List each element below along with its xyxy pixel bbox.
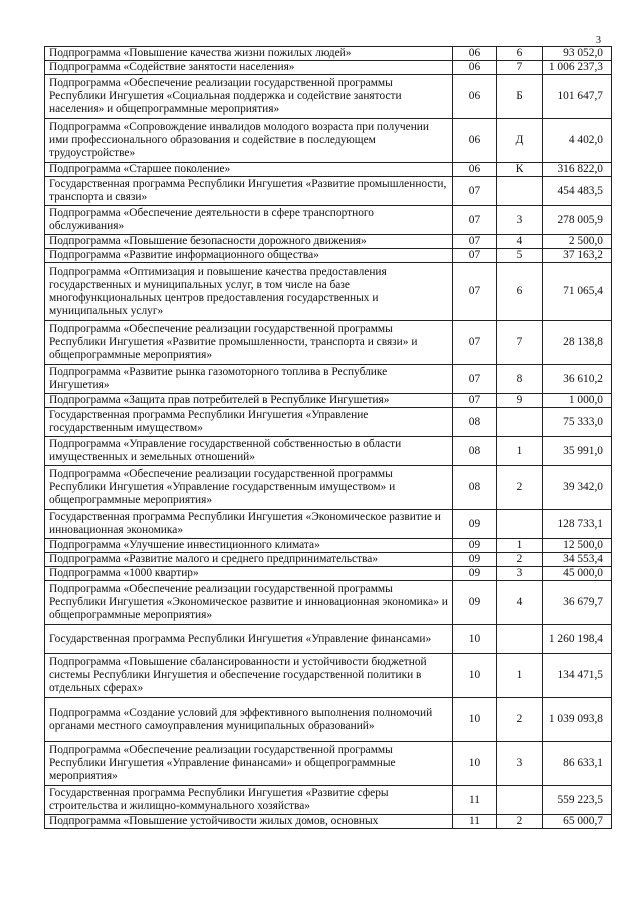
subprogram-code-cell: К <box>497 163 543 177</box>
program-name-cell: Подпрограмма «Повышение качества жизни пожилых людей» <box>45 47 453 61</box>
program-name-cell: Государственная программа Республики Ингушетия «Развитие сферы строительства и жилищно-коммунального хозяйства» <box>45 786 453 815</box>
program-code-cell: 10 <box>453 698 497 742</box>
amount-cell: 134 471,5 <box>543 654 612 698</box>
table-row <box>45 786 612 815</box>
amount-cell: 1 006 237,3 <box>543 61 612 75</box>
amount-cell: 93 052,0 <box>543 47 612 61</box>
subprogram-code-cell <box>497 786 543 815</box>
amount-cell: 28 138,8 <box>543 321 612 365</box>
table-row <box>45 408 612 437</box>
program-name-cell: Подпрограмма «Управление государственной собственностью в области имущественных и земельных отношений» <box>45 437 453 466</box>
program-code-cell: 08 <box>453 437 497 466</box>
table-row <box>45 47 612 61</box>
table-row <box>45 394 612 408</box>
table-row <box>45 567 612 581</box>
amount-cell: 1 260 198,4 <box>543 625 612 654</box>
table-row <box>45 163 612 177</box>
program-name-cell: Подпрограмма «Создание условий для эффективного выполнения полномочий органами местного самоуправления муниципальных образований» <box>45 698 453 742</box>
amount-cell: 75 333,0 <box>543 408 612 437</box>
program-name-cell: Подпрограмма «Обеспечение реализации государственной программы Республики Ингушетия «Экономическое развитие и инновационная экономика» и общепрограммные мероприятия» <box>45 581 453 625</box>
program-code-cell: 06 <box>453 75 497 119</box>
program-code-cell: 09 <box>453 567 497 581</box>
amount-cell: 12 500,0 <box>543 539 612 553</box>
amount-cell: 86 633,1 <box>543 742 612 786</box>
amount-cell: 35 991,0 <box>543 437 612 466</box>
table-row <box>45 553 612 567</box>
table-row <box>45 249 612 263</box>
table-row <box>45 625 612 654</box>
program-code-cell: 10 <box>453 625 497 654</box>
program-name-cell: Подпрограмма «Сопровождение инвалидов молодого возраста при получении ими профессионального образования и содействие в последующем трудоустройстве» <box>45 119 453 163</box>
amount-cell: 4 402,0 <box>543 119 612 163</box>
amount-cell: 128 733,1 <box>543 510 612 539</box>
subprogram-code-cell: 4 <box>497 235 543 249</box>
program-code-cell: 06 <box>453 61 497 75</box>
program-code-cell: 09 <box>453 510 497 539</box>
amount-cell: 454 483,5 <box>543 177 612 206</box>
amount-cell: 36 679,7 <box>543 581 612 625</box>
amount-cell: 37 163,2 <box>543 249 612 263</box>
table-row <box>45 365 612 394</box>
program-name-cell: Государственная программа Республики Ингушетия «Экономическое развитие и инновационная экономика» <box>45 510 453 539</box>
table-row <box>45 654 612 698</box>
program-name-cell: Подпрограмма «Защита прав потребителей в Республике Ингушетия» <box>45 394 453 408</box>
program-code-cell: 07 <box>453 365 497 394</box>
table-row <box>45 581 612 625</box>
program-name-cell: Подпрограмма «Улучшение инвестиционного климата» <box>45 539 453 553</box>
amount-cell: 101 647,7 <box>543 75 612 119</box>
amount-cell: 71 065,4 <box>543 263 612 321</box>
amount-cell: 45 000,0 <box>543 567 612 581</box>
subprogram-code-cell: Д <box>497 119 543 163</box>
amount-cell: 39 342,0 <box>543 466 612 510</box>
table-row <box>45 119 612 163</box>
amount-cell: 316 822,0 <box>543 163 612 177</box>
amount-cell: 278 005,9 <box>543 206 612 235</box>
table-row <box>45 466 612 510</box>
subprogram-code-cell: 6 <box>497 47 543 61</box>
table-row <box>45 510 612 539</box>
subprogram-code-cell: 2 <box>497 698 543 742</box>
program-name-cell: Подпрограмма «Развитие рынка газомоторного топлива в Республике Ингушетия» <box>45 365 453 394</box>
budget-table-body <box>45 47 612 829</box>
table-row <box>45 437 612 466</box>
subprogram-code-cell: Б <box>497 75 543 119</box>
program-code-cell: 08 <box>453 466 497 510</box>
table-row <box>45 61 612 75</box>
table-row <box>45 235 612 249</box>
subprogram-code-cell: 2 <box>497 815 543 829</box>
subprogram-code-cell: 7 <box>497 321 543 365</box>
table-row <box>45 742 612 786</box>
subprogram-code-cell <box>497 510 543 539</box>
table-row <box>45 698 612 742</box>
table-row <box>45 206 612 235</box>
program-name-cell: Подпрограмма «Обеспечение реализации государственной программы Республики Ингушетия «Развитие промышленности, транспорта и связи» и общепрограммные мероприятия» <box>45 321 453 365</box>
amount-cell: 34 553,4 <box>543 553 612 567</box>
program-name-cell: Подпрограмма «Повышение устойчивости жилых домов, основных <box>45 815 453 829</box>
program-code-cell: 06 <box>453 163 497 177</box>
subprogram-code-cell: 2 <box>497 553 543 567</box>
subprogram-code-cell: 3 <box>497 742 543 786</box>
program-name-cell: Государственная программа Республики Ингушетия «Управление государственным имуществом» <box>45 408 453 437</box>
subprogram-code-cell <box>497 625 543 654</box>
subprogram-code-cell: 6 <box>497 263 543 321</box>
subprogram-code-cell: 1 <box>497 437 543 466</box>
amount-cell: 65 000,7 <box>543 815 612 829</box>
program-name-cell: Подпрограмма «Обеспечение реализации государственной программы Республики Ингушетия «Управление финансами» и общепрограммные мероприятия» <box>45 742 453 786</box>
program-name-cell: Государственная программа Республики Ингушетия «Управление финансами» <box>45 625 453 654</box>
subprogram-code-cell: 9 <box>497 394 543 408</box>
program-code-cell: 09 <box>453 553 497 567</box>
subprogram-code-cell <box>497 408 543 437</box>
subprogram-code-cell: 3 <box>497 206 543 235</box>
table-row <box>45 263 612 321</box>
program-name-cell: Подпрограмма «Старшее поколение» <box>45 163 453 177</box>
program-code-cell: 07 <box>453 249 497 263</box>
subprogram-code-cell <box>497 177 543 206</box>
program-code-cell: 10 <box>453 654 497 698</box>
budget-allocation-table <box>44 46 612 829</box>
subprogram-code-cell: 8 <box>497 365 543 394</box>
program-name-cell: Государственная программа Республики Ингушетия «Развитие промышленности, транспорта и связи» <box>45 177 453 206</box>
table-row <box>45 539 612 553</box>
subprogram-code-cell: 4 <box>497 581 543 625</box>
amount-cell: 1 039 093,8 <box>543 698 612 742</box>
amount-cell: 1 000,0 <box>543 394 612 408</box>
program-code-cell: 10 <box>453 742 497 786</box>
program-name-cell: Подпрограмма «Повышение сбалансированности и устойчивости бюджетной системы Республики Ингушетия и обеспечение государственной политики в отдельных сферах» <box>45 654 453 698</box>
amount-cell: 559 223,5 <box>543 786 612 815</box>
subprogram-code-cell: 5 <box>497 249 543 263</box>
table-row <box>45 321 612 365</box>
program-code-cell: 07 <box>453 235 497 249</box>
program-name-cell: Подпрограмма «Развитие малого и среднего предпринимательства» <box>45 553 453 567</box>
program-code-cell: 06 <box>453 47 497 61</box>
program-code-cell: 07 <box>453 177 497 206</box>
page-number: 3 <box>596 35 601 46</box>
program-code-cell: 07 <box>453 206 497 235</box>
subprogram-code-cell: 2 <box>497 466 543 510</box>
program-code-cell: 07 <box>453 321 497 365</box>
table-row <box>45 815 612 829</box>
subprogram-code-cell: 7 <box>497 61 543 75</box>
program-name-cell: Подпрограмма «Содействие занятости населения» <box>45 61 453 75</box>
program-code-cell: 06 <box>453 119 497 163</box>
program-code-cell: 11 <box>453 815 497 829</box>
program-name-cell: Подпрограмма «Обеспечение реализации государственной программы Республики Ингушетия «Управление государственным имуществом» и общепрограммные мероприятия» <box>45 466 453 510</box>
amount-cell: 2 500,0 <box>543 235 612 249</box>
amount-cell: 36 610,2 <box>543 365 612 394</box>
program-name-cell: Подпрограмма «Обеспечение реализации государственной программы Республики Ингушетия «Социальная поддержка и содействие занятости населения» и общепрограммные мероприятия» <box>45 75 453 119</box>
table-row <box>45 177 612 206</box>
subprogram-code-cell: 3 <box>497 567 543 581</box>
table-row <box>45 75 612 119</box>
program-code-cell: 11 <box>453 786 497 815</box>
subprogram-code-cell: 1 <box>497 539 543 553</box>
program-name-cell: Подпрограмма «Развитие информационного общества» <box>45 249 453 263</box>
program-name-cell: Подпрограмма «1000 квартир» <box>45 567 453 581</box>
program-code-cell: 07 <box>453 263 497 321</box>
program-code-cell: 08 <box>453 408 497 437</box>
program-code-cell: 09 <box>453 539 497 553</box>
program-name-cell: Подпрограмма «Оптимизация и повышение качества предоставления государственных и муниципальных услуг, в том числе на базе многофункциональных центров предоставления государственных и муниципальных услуг» <box>45 263 453 321</box>
program-code-cell: 09 <box>453 581 497 625</box>
program-name-cell: Подпрограмма «Обеспечение деятельности в сфере транспортного обслуживания» <box>45 206 453 235</box>
program-name-cell: Подпрограмма «Повышение безопасности дорожного движения» <box>45 235 453 249</box>
program-code-cell: 07 <box>453 394 497 408</box>
subprogram-code-cell: 1 <box>497 654 543 698</box>
